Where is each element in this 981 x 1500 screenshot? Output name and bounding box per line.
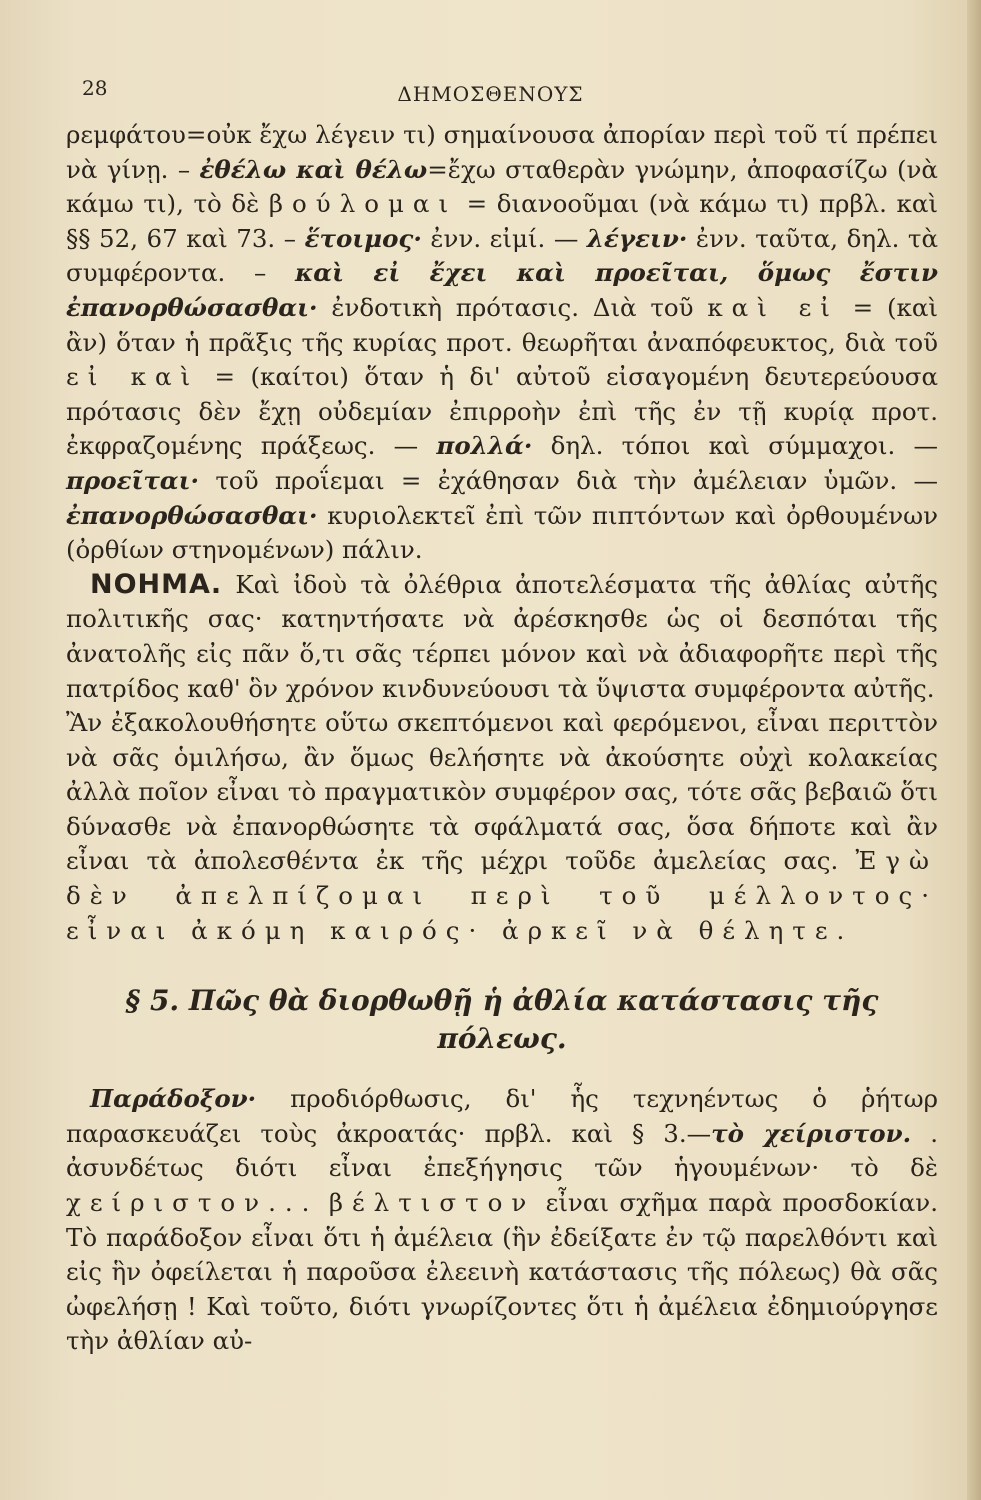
body-term: τὸ χείριστον. bbox=[711, 1118, 912, 1148]
body-term: Παράδοξον· bbox=[90, 1084, 257, 1114]
commentary-notes bbox=[66, 118, 938, 568]
body-paragraph bbox=[66, 1082, 938, 1359]
notes-text: = (καίτοι) ὅταν ἡ δι' αὐτοῦ εἰσαγομένη δευτερεύουσα πρότασις δὲν ἔχῃ οὐδεμίαν ἐπιρροὴν ἐπὶ τῆς ἐν τῇ κυρίᾳ προτ. ἐκφραζομένης πράξεως. — bbox=[66, 362, 938, 461]
notes-term: καὶ εἰ ἔχει καὶ προεῖται, ὅμως ἔστιν ἐπανορθώσασθαι· bbox=[66, 258, 938, 322]
noima-paragraph bbox=[66, 568, 938, 706]
body-spaced-term: βέλτιστον bbox=[328, 1188, 536, 1218]
notes-term: λέγειν· bbox=[586, 223, 688, 253]
notes-text: ἐνν. ταῦτα, δηλ. τὰ συμφέροντα. – bbox=[66, 223, 938, 288]
body-text bbox=[318, 1188, 328, 1217]
notes-term: ἐθέλω καὶ θέλω bbox=[199, 154, 428, 184]
notes-spaced-term: εἰ καὶ bbox=[66, 362, 200, 392]
notes-term: ἕτοιμος· bbox=[304, 223, 422, 253]
body-text: προδιόρθωσις, δι' ἧς τεχνηέντως ὁ ῥήτωρ παρασκευάζει τοὺς ἀκροατάς· πρβλ. καὶ § 3.— bbox=[66, 1084, 938, 1148]
page-header bbox=[0, 70, 981, 110]
notes-term: ἐπανορθώσασθαι· bbox=[66, 500, 318, 530]
notes-spaced-term: βούλομαι bbox=[268, 189, 458, 219]
page-spine-edge bbox=[967, 0, 981, 1500]
page-content bbox=[66, 118, 938, 1359]
page-number: 28 bbox=[82, 76, 108, 100]
notes-text: ρεμφάτου=οὐκ ἔχω λέγειν τι) σημαίνουσα ἀπορίαν περὶ τοῦ τί πρέπει νὰ γίνῃ. – bbox=[66, 120, 938, 184]
notes-text: κυριολεκτεῖ ἐπὶ τῶν πιπτόντων καὶ ὀρθουμένων (ὀρθίων στηνομένων) πάλιν. bbox=[66, 500, 938, 565]
notes-text: = (καὶ ἂν) ὅταν ἡ πρᾶξις τῆς κυρίας προτ. θεωρῆται ἀναπόφευκτος, διὰ τοῦ bbox=[66, 292, 938, 357]
noima-text: Ἂν ἐξακολουθήσητε οὕτω σκεπτόμενοι καὶ φερόμενοι, εἶναι περιττὸν νὰ σᾶς ὁμιλήσω, ἂν ὅμως θελήσητε νὰ ἀκούσητε οὐχὶ κολακείας ἀλλὰ ποῖον εἶναι τὸ πραγματικὸν συμφέρον σας, τότε σᾶς βεβαιῶ ὅτι δύνασθε νὰ ἐπανορθώσητε τὰ σφάλματά σας, ὅσα δήποτε καὶ ἂν εἶναι τὰ ἀπολεσθέντα ἐκ τῆς μέχρι τοῦδε ἀμελείας σας. bbox=[66, 708, 938, 876]
noima-label: ΝΟΗΜΑ. bbox=[90, 568, 223, 600]
section-heading: § 5. Πῶς θὰ διορθωθῇ ἡ ἀθλία κατάστασις τῆς πόλεως. bbox=[125, 984, 879, 1056]
notes-text: δηλ. τόποι καὶ σύμμαχοι. — bbox=[532, 431, 938, 461]
body-spaced-term: χείριστον... bbox=[66, 1188, 319, 1218]
notes-text: τοῦ προΐεμαι = ἐχάθησαν διὰ τὴν ἀμέλειαν ὑμῶν. — bbox=[199, 465, 938, 495]
notes-term: προεῖται· bbox=[66, 465, 200, 495]
notes-term: πολλά· bbox=[436, 431, 533, 461]
noima-paragraph-2 bbox=[66, 706, 938, 948]
notes-text: ἐνδοτικὴ πρότασις. Διὰ τοῦ bbox=[317, 292, 708, 322]
notes-text: ἐνν. εἰμί. — bbox=[421, 223, 587, 253]
noima-text: Καὶ ἰδοὺ τὰ ὀλέθρια ἀποτελέσματα τῆς ἀθλίας αὐτῆς πολιτικῆς σας· κατηντήσατε νὰ ἀρέσκησθε ὡς οἱ δεσπόται τῆς ἀνατολῆς εἰς πᾶν ὅ,τι σᾶς τέρπει μόνον καὶ νὰ ἀδιαφορῆτε περὶ τῆς πατρίδος καθ' ὃν χρόνον κινδυνεύουσι τὰ ὕψιστα συμφέροντα αὐτῆς. bbox=[66, 569, 938, 703]
notes-spaced-term: καὶ εἰ bbox=[707, 292, 839, 322]
noima-spaced-text: Ἐγὼ δὲν ἀπελπίζομαι περὶ τοῦ μέλλοντος· εἶναι ἀκόμη καιρός· ἀρκεῖ νὰ θέλητε. bbox=[66, 846, 938, 945]
running-title: ΔΗΜΟΣΘΕΝΟΥΣ bbox=[397, 82, 584, 106]
notes-text: = διανοοῦμαι (νὰ κάμω τι) πρβλ. καὶ §§ 52, 67 καὶ 73. – bbox=[66, 189, 938, 253]
notes-text: =ἔχω σταθερὰν γνώμην, ἀποφασίζω (νὰ κάμω τι), τὸ δὲ bbox=[66, 154, 938, 219]
body-text: . ἀσυνδέτως διότι εἶναι ἐπεξήγησις τῶν ἡγουμένων· τὸ δὲ bbox=[66, 1118, 938, 1183]
body-text: εἶναι σχῆμα παρὰ προσδοκίαν. Τὸ παράδοξον εἶναι ὅτι ἡ ἀμέλεια (ἣν ἐδείξατε ἐν τῷ παρελθόντι καὶ εἰς ἣν ὀφείλεται ἡ παροῦσα ἐλεεινὴ κατάστασις τῆς πόλεως) θὰ σᾶς ὠφελήσῃ ! Καὶ τοῦτο, διότι γνωρίζοντες ὅτι ἡ ἀμέλεια ἐδημιούργησε τὴν ἀθλίαν αὐ- bbox=[66, 1188, 938, 1356]
